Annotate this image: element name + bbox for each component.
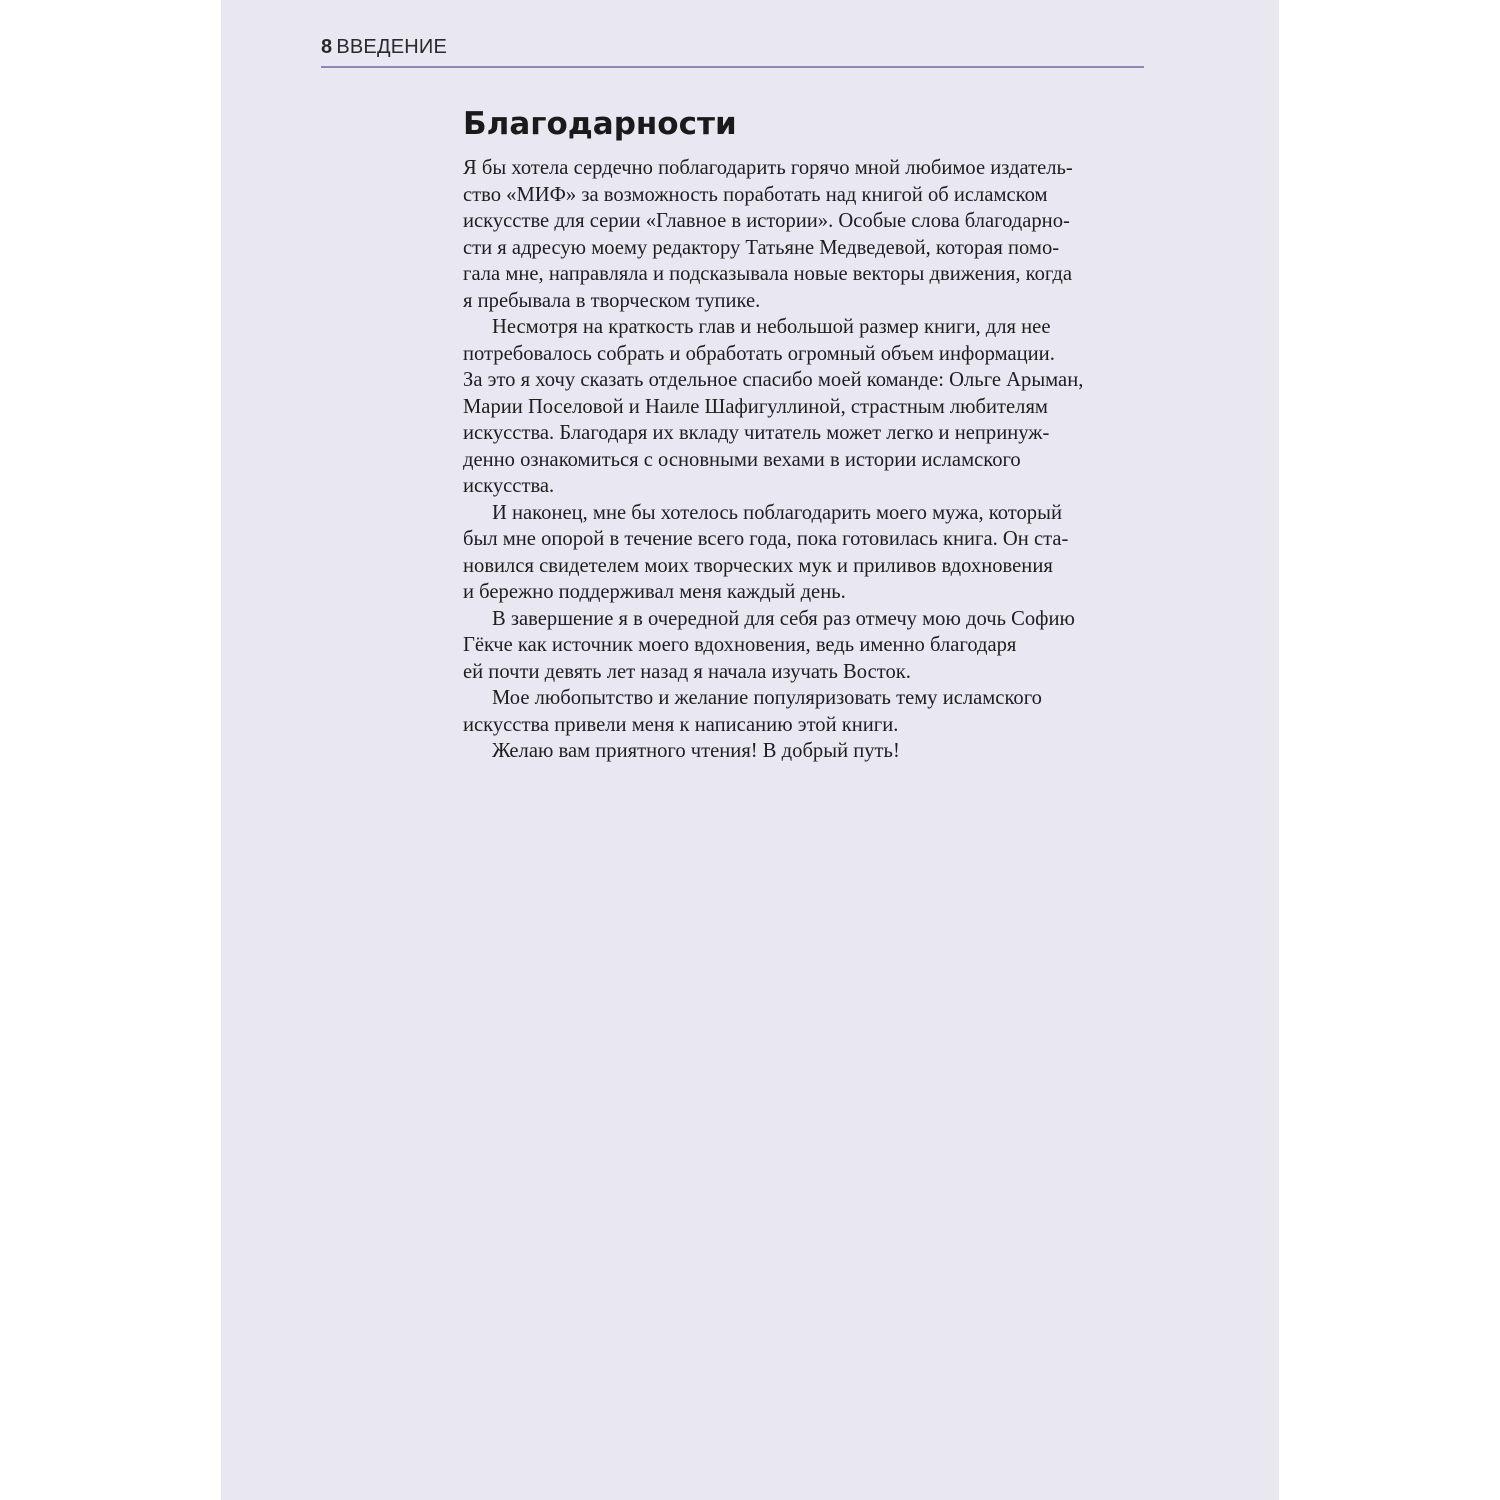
text-line: Мое любопытство и желание популяризовать тему исламского xyxy=(492,687,1042,709)
text-line: Несмотря на краткость глав и небольшой размер книги, для нее xyxy=(492,316,1051,338)
text-line: искусства привели меня к написанию этой книги. xyxy=(463,713,899,736)
text-line: ство «МИФ» за возможность поработать над книгой об исламском xyxy=(463,183,1048,206)
text-line: Гёкче как источник моего вдохновения, ведь именно благодаря xyxy=(463,634,1017,656)
text-line: я пребывала в творческом тупике. xyxy=(463,289,761,312)
header-divider xyxy=(321,66,1144,68)
text-line: денно ознакомиться с основными вехами в истории исламского xyxy=(463,448,1021,471)
text-line: искусства. xyxy=(463,475,555,497)
body-text xyxy=(463,155,1153,765)
running-head xyxy=(321,36,447,59)
text-line: искусства. Благодаря их вкладу читатель может легко и непринуж- xyxy=(463,422,1050,444)
text-line: новился свидетелем моих творческих мук и приливов вдохновения xyxy=(463,554,1053,577)
text-line: был мне опорой в течение всего года, пока готовилась книга. Он ста- xyxy=(463,528,1069,550)
page-number: 8 xyxy=(321,36,333,58)
text-line: Марии Поселовой и Наиле Шафигуллиной, страстным любителям xyxy=(463,395,1048,418)
text-line: искусстве для серии «Главное в истории». Особые слова благодарно- xyxy=(463,210,1070,232)
page-heading: Благодарности xyxy=(463,106,737,142)
text-line: Желаю вам приятного чтения! В добрый путь! xyxy=(492,740,900,762)
text-line: гала мне, направляла и подсказывала новые векторы движения, когда xyxy=(463,263,1072,285)
text-line: потребовалось собрать и обработать огромный объем информации. xyxy=(463,342,1055,365)
text-line: ей почти девять лет назад я начала изучать Восток. xyxy=(463,660,911,683)
book-page xyxy=(221,0,1279,1500)
text-line: За это я хочу сказать отдельное спасибо моей команде: Ольге Арыман, xyxy=(463,369,1084,391)
text-line: Я бы хотела сердечно поблагодарить горячо мной любимое издатель- xyxy=(463,157,1073,179)
text-line: и бережно поддерживал меня каждый день. xyxy=(463,581,846,603)
text-line: И наконец, мне бы хотелось поблагодарить моего мужа, который xyxy=(492,501,1062,524)
text-line: сти я адресую моему редактору Татьяне Медведевой, которая помо- xyxy=(463,236,1060,259)
text-line: В завершение я в очередной для себя раз отмечу мою дочь Софию xyxy=(492,607,1075,630)
section-title: ВВЕДЕНИЕ xyxy=(336,36,447,58)
